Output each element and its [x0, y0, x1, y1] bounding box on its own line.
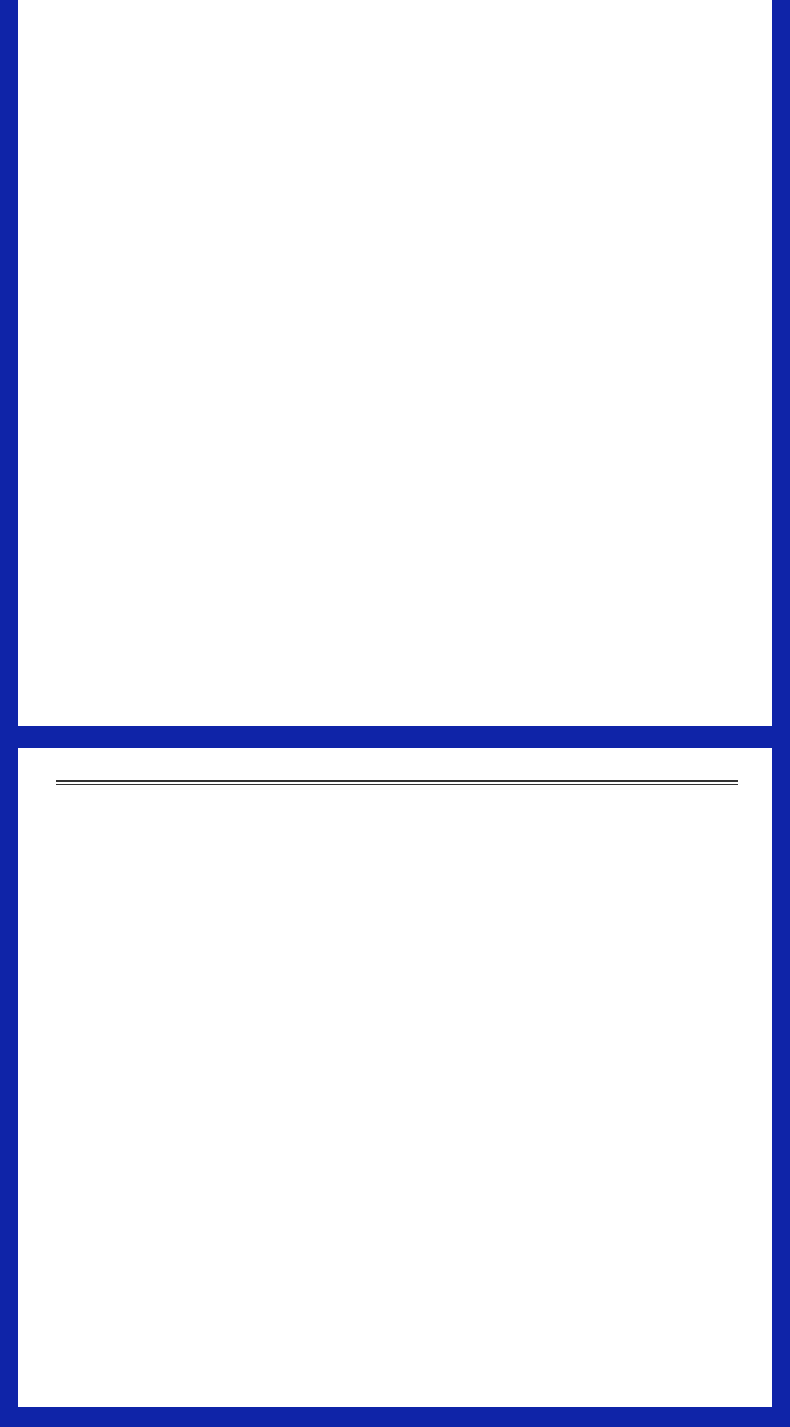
- header-rule-thin: [56, 784, 738, 785]
- header-rule-thick: [56, 780, 738, 782]
- toc-page-upper: [18, 0, 772, 726]
- toc-page-lower: [18, 748, 772, 1407]
